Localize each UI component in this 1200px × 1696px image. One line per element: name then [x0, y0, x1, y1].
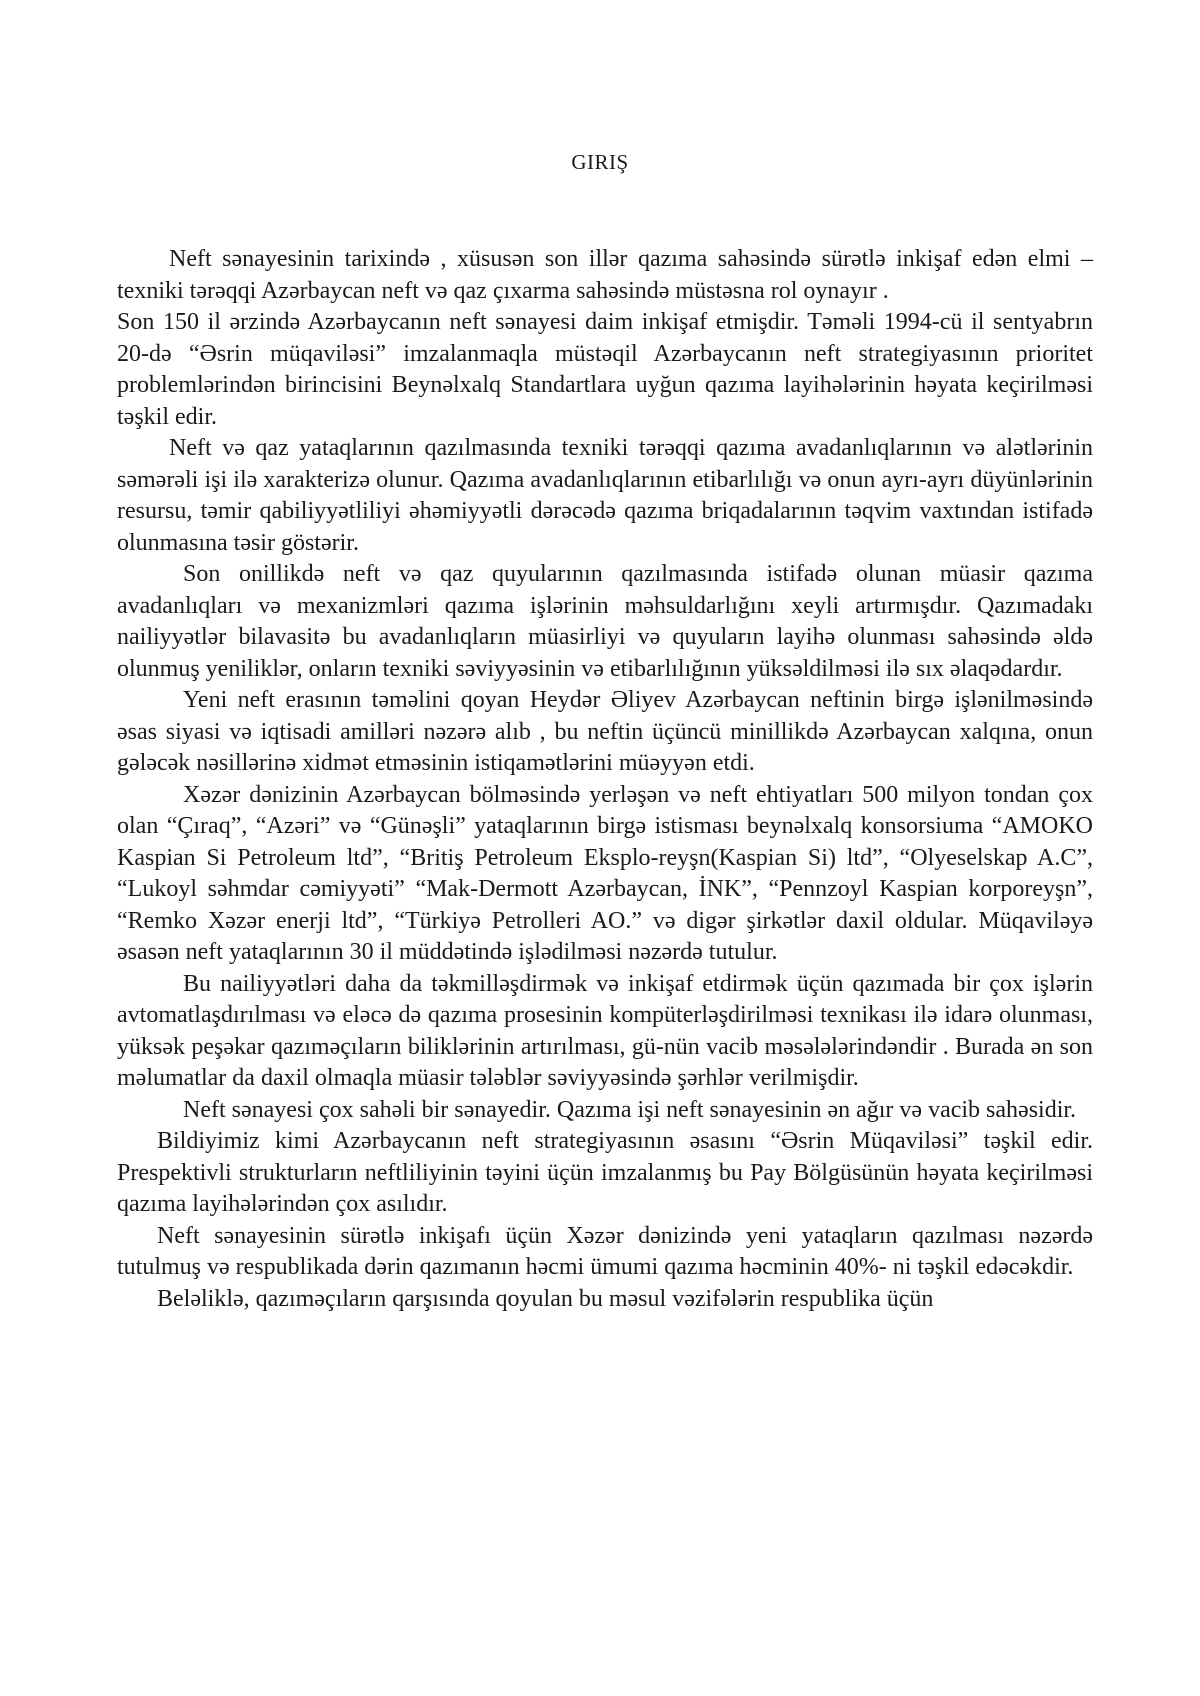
paragraph: Xəzər dənizinin Azərbaycan bölməsində yerləşən və neft ehtiyatları 500 milyon tondan çox olan “Çıraq”, “Azəri” və “Günəşli” yataqlarının birgə istisması beynəlxalq konsorsiuma “AMOKO Kaspian Si Petroleum ltd”, “Britiş Petroleum Eksplo-reyşn(Kaspian Si) ltd”, “Olyeselskap A.C”, “Lukoyl səhmdar cəmiyyəti” “Mak-Dermott Azərbaycan, İNK”, “Pennzoyl Kaspian korporeyşn”, “Remko Xəzər enerji ltd”, “Türkiyə Petrolleri AO.” və digər şirkətlər daxil oldular. Müqaviləyə əsasən neft yataqlarının 30 il müddətində işlədilməsi nəzərdə tutulur.	[117, 781, 1093, 965]
document-body	[117, 244, 1093, 1315]
paragraph: Neft sənayesinin sürətlə inkişafı üçün Xəzər dənizində yeni yataqların qazılması nəzərdə tutulmuş və respublikada dərin qazımanın həcmi ümumi qazıma həcminin 40%- ni təşkil edəcəkdir.	[117, 1222, 1093, 1280]
paragraph: Son onillikdə neft və qaz quyularının qazılmasında istifadə olunan müasir qazıma avadanlıqları və mexanizmləri qazıma işlərinin məhsuldarlığını xeyli artırmışdır. Qazımadakı nailiyyətlər bilavasitə bu avadanlıqların müasirliyi və quyuların layihə olunması sahəsində əldə olunmuş yeniliklər, onların texniki səviyyəsinin və etibarlılığının yüksəldilməsi ilə sıx əlaqədardır.	[117, 561, 1093, 682]
paragraph: Neft və qaz yataqlarının qazılmasında texniki tərəqqi qazıma avadanlıqlarının və alətlərinin səmərəli işi ilə xarakterizə olunur. Qazıma avadanlıqlarının etibarlılığı və onun ayrı-ayrı düyünlərinin resursu, təmir qabiliyyətliliyi əhəmiyyətli dərəcədə qazıma briqadalarının təqvim vaxtından istifadə olunmasına təsir göstərir.	[117, 435, 1093, 556]
paragraph: Yeni neft erasının təməlini qoyan Heydər Əliyev Azərbaycan neftinin birgə işlənilməsində əsas siyasi və iqtisadi amilləri nəzərə alıb , bu neftin üçüncü minillikdə Azərbaycan xalqına, onun gələcək nəsillərinə xidmət etməsinin istiqamətlərini müəyyən etdi.	[117, 687, 1093, 776]
paragraph: Neft sənayesinin tarixində , xüsusən son illər qazıma sahəsində sürətlə inkişaf edən elmi – texniki tərəqqi Azərbaycan neft və qaz çıxarma sahəsində müstəsna rol oynayır .	[117, 246, 1093, 304]
paragraph: Son 150 il ərzində Azərbaycanın neft sənayesi daim inkişaf etmişdir. Təməli 1994-cü il sentyabrın 20-də “Əsrin müqaviləsi” imzalanmaqla müstəqil Azərbaycanın neft strategiyasının prioritet problemlərindən birincisini Beynəlxalq Standartlara uyğun qazıma layihələrinin həyata keçirilməsi təşkil edir.	[117, 309, 1093, 430]
paragraph: Beləliklə, qazıməçıların qarşısında qoyulan bu məsul vəzifələrin respublika üçün	[157, 1285, 934, 1312]
page-title: GIRIŞ	[571, 150, 629, 174]
paragraph: Bu nailiyyətləri daha da təkmilləşdirmək və inkişaf etdirmək üçün qazımada bir çox işlərin avtomatlaşdırılması və eləcə də qazıma prosesinin kompüterləşdirilməsi texnikası ilə idarə olunması, yüksək peşəkar qazıməçıların biliklərinin artırılması, gü-nün vacib məsələlərindəndir . Burada ən son məlumatlar da daxil olmaqla müasir tələblər səviyyəsində şərhlər verilmişdir.	[117, 970, 1093, 1091]
paragraph: Bildiyimiz kimi Azərbaycanın neft strategiyasının əsasını “Əsrin Müqaviləsi” təşkil edir. Prespektivli strukturların neftliliyinin təyini üçün imzalanmış bu Pay Bölgüsünün həyata keçirilməsi qazıma layihələrindən çox asılıdır.	[117, 1128, 1093, 1217]
paragraph: Neft sənayesi çox sahəli bir sənayedir. Qazıma işi neft sənayesinin ən ağır və vacib sahəsidir.	[183, 1096, 1077, 1123]
